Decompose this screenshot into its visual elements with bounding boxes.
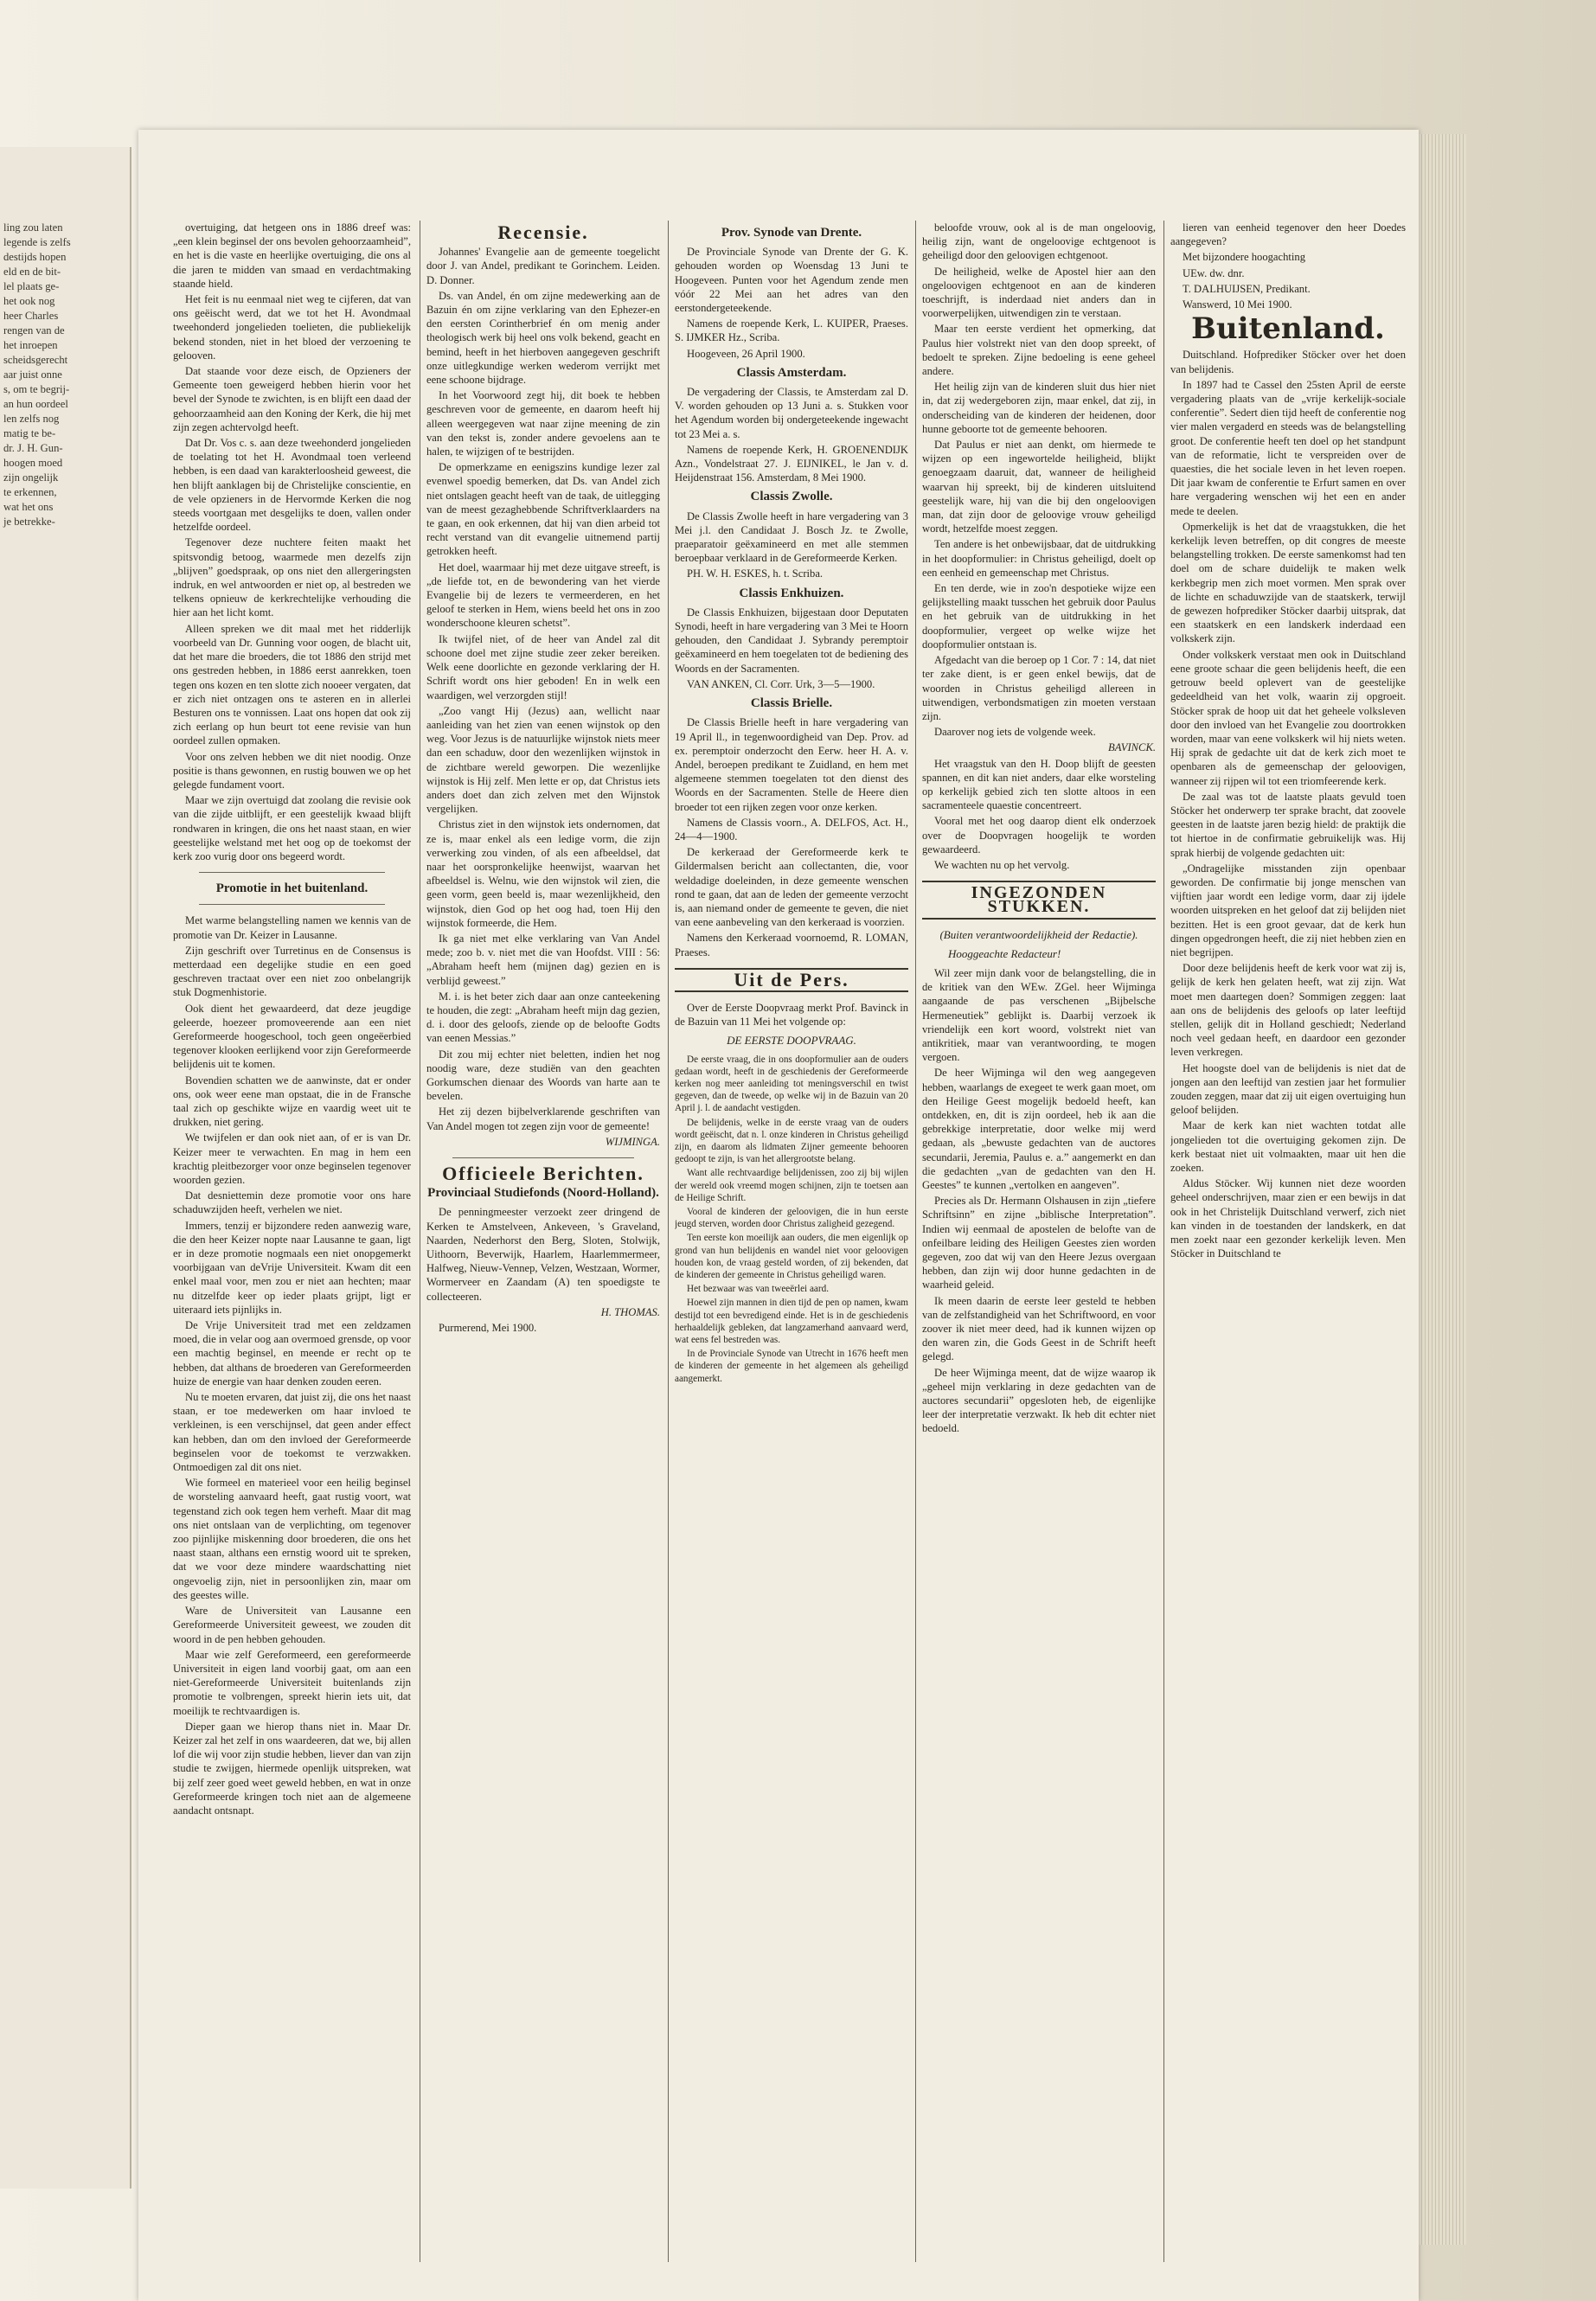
- column-3-body-6: [675, 1001, 908, 1029]
- paragraph: Met bijzondere hoogachting: [1183, 251, 1305, 264]
- paragraph: Hoewel zijn mannen in dien tijd de pen op namen, kwam destijd tot een bevredigend einde. Het is in de geschiedenis herhaaldelijk gebleken, dat langzamerhand aanvaard werd, wat eens fel bestreden was.: [675, 1298, 908, 1346]
- paragraph: Dat staande voor deze eisch, de Opzieners der Gemeente toen geweigerd hebben hierin voor het bevel der Synode te zwichten, is en blijft een daad der gehoorzaamheid aan den Koning der Kerk, die hij met zijn zegen achtervolgd heeft.: [173, 365, 411, 433]
- left-page-text-fragment: eld en de bit-: [3, 266, 61, 278]
- left-page-text-fragment: rengen van de: [3, 324, 65, 336]
- paragraph: VAN ANKEN, Cl. Corr. Urk, 3—5—1900.: [687, 677, 875, 690]
- paragraph: lieren van eenheid tegenover den heer Doedes aangegeven?: [1170, 221, 1406, 248]
- banner-ingezonden: [922, 881, 1156, 919]
- column-3-body: [675, 245, 908, 361]
- paragraph: De Vrije Universiteit trad met een zeldzamen moed, die in velar oog aan overmoed grensde, op voor een machtig beginsel, en meende er recht op te hebben, dat althans de broederen van Gereformeerden huize de energie van haar denken zouden eeren.: [173, 1319, 411, 1388]
- paragraph: Voor ons zelven hebben we dit niet noodig. Onze positie is thans gewonnen, en rustig bouwen we op het gelegde fundament voort.: [173, 750, 411, 791]
- paragraph: Dieper gaan we hierop thans niet in. Maar Dr. Keizer zal het zelf in ons waardeeren, dat we, bij allen lof die wij voor zijn studie hebben, liever dan van zijn studie te zwijgen, hiermede openlijk uitspreken, wat bij zelf zeer goed weet geweld hebben, en wat in onze Gereformeerde kringen toch niet aan de algemeene aandacht ontsnapt.: [173, 1720, 411, 1817]
- column-4-body-2: [922, 757, 1156, 873]
- heading-studiefonds: Provinciaal Studiefonds (Noord-Holland).: [427, 1186, 659, 1201]
- paragraph: Ik ga niet met elke verklaring van Van Andel mede; zoo b. v. niet met die van Hoofdst. VIII : 56: „Abraham heeft hem (mijnen dag) gezien en is verblijd geweest.”: [426, 932, 660, 987]
- heading-officieele-berichten: Officieele Berichten.: [442, 1163, 644, 1184]
- paragraph: De Classis Brielle heeft in hare vergadering van 19 April ll., in tegenwoordigheid van Dep. Prov. ad ex. peremptoir onderzocht den Eerw. heer H. A. v. Andel, beroepen predikant te Zuidland, en hem met algemeene stemmen toegelaten tot den dienst des Woords en der Sacramenten. Stelle de Heere dien broeder tot een rijken zegen voor onze kerken.: [675, 716, 908, 813]
- heading-ingezonden-stukken: INGEZONDEN STUKKEN.: [971, 883, 1107, 917]
- column-3-body-5: [675, 715, 908, 958]
- paragraph: Maar de kerk kan niet wachten totdat alle jongelieden tot die overtuiging gekomen zijn. De kerk bestaat niet uit volmaakten, maar uit hen die zoeken.: [1170, 1119, 1406, 1174]
- subheading-verantwoordelijkheid: (Buiten verantwoordelijkheid der Redactie).: [939, 927, 1138, 941]
- divider: [199, 872, 385, 873]
- paragraph: Namens de roepende Kerk, H. GROENENDIJK Azn., Vondelstraat 27. J. EIJNIKEL, le Jan v. d. Heijdenstraat 156. Amsterdam, 8 Mei 1900.: [675, 443, 908, 484]
- paragraph: Het heilig zijn van de kinderen sluit dus hier niet in, dat zij wedergeboren zijn, maar enkel, dat zij, in onderscheiding van de kinderen der heidenen, door hunne geboorte tot de gemeente behooren.: [922, 381, 1156, 435]
- paragraph: Namens de Classis voorn., A. DELFOS, Act. H., 24—4—1900.: [675, 816, 908, 843]
- left-page-text-fragment: len zelfs nog: [3, 413, 60, 425]
- column-1-body: [173, 221, 411, 863]
- paragraph: Dat Dr. Vos c. s. aan deze tweehonderd jongelieden de toelating tot het H. Avondmaal toen verleend hebben, is een daad van karakterloosheid geweest, die hen blijft aanklagen bij de Christelijke conscientie, en de vele opzieners in de Hervormde Kerken die nog steeds voortgaan met desgelijks te doen, vallen onder hetzelfde oordeel.: [173, 437, 411, 534]
- paragraph: Afgedacht van die beroep op 1 Cor. 7 : 14, dat niet ter zake dient, is er geen enkel bewijs, dat de woorden in Christus geheiligd allereen in uitwendigen, verbondsmatigen zin moeten verstaan zijn.: [922, 654, 1156, 722]
- column-3-body-3: [675, 510, 908, 581]
- left-page-text-fragment: an hun oordeel: [3, 398, 68, 410]
- left-page-text-fragment: het ook nog: [3, 295, 55, 307]
- column-4-body-3: [922, 966, 1156, 1436]
- paragraph: PH. W. H. ESKES, h. t. Scriba.: [687, 567, 824, 580]
- paragraph: Het doel, waarmaar hij met deze uitgave streeft, is „de liefde tot, en de bewondering van het vierde Evangelie bij de lezers te vermeerderen, en het geloof te sterken in Hem, wiens beeld het ons in zoo wonderschoone kleuren schetst”.: [426, 561, 660, 630]
- heading-buitenland: Buitenland.: [1191, 311, 1385, 347]
- left-page-text-fragment: legende is zelfs: [3, 236, 71, 248]
- heading-classis-amsterdam: Classis Amsterdam.: [736, 365, 847, 380]
- paragraph: Precies als Dr. Hermann Olshausen in zijn „tiefere Schriftsinn” en zijne „biblische Interpretation”. Indien wij eenmaal de apostelen de belofte van de onfeilbare leiding des Heiligen Geestes zien worden gegeven, zoo dat wij van den Heere Jezus overgaan hebben, dan zijn wij door hunne gedachten in de waarheid geleid.: [922, 1195, 1156, 1292]
- heading-promotie: Promotie in het buitenland.: [215, 881, 369, 896]
- paragraph: Ik meen daarin de eerste leer gesteld te hebben van de zelfstandigheid van het Schriftwoord, en voor zoover ik niet meer deed, had ik kunnen wijzen op den waren zin, die Gods Geest in de Schrift heeft gelegd.: [922, 1294, 1156, 1363]
- paragraph: Dat Paulus er niet aan denkt, om hiermede te wijzen op een ingewortelde heiligheid, blijkt genoegzaam daaruit, dat, wanneer de heiligheid waarvan hij spreekt, bij de kinderen uitsluitend geestelijk ware, hij van die bij den ongeloovigen man, dat zijn door de geloovige vrouw geheiligd wordt, hetzelfde moest zeggen.: [922, 439, 1156, 535]
- left-page-text-fragment: matig te be-: [3, 427, 56, 439]
- paragraph: Aldus Stöcker. Wij kunnen niet deze woorden geheel onderschrijven, maar zien er een bewijs in dat ook in het Christelijk Duitschland verwerf, zich niet kan vinden in de toestanden der landskerk, en dat men zoekt naar een gezonder kerkelijk leven. Men Stöcker in Duitschland te: [1170, 1177, 1406, 1260]
- paragraph: Onder volkskerk verstaat men ook in Duitschland eene groote schaar die geen belijdenis heeft, die een getrouw beeld oplevert van de geestelijke gedeeldheid van het volk, waarin zij opgroeit. Stöcker sprak de hoop uit dat het geheele volksleven door den invloed van het Evangelie zou doortrokken worden, maar van eene volkskerk wil hij niets weten. Hij sprak de gedachte uit dat de kerk zich moet te openbaren als de gemeenschap der geloovigen, wanneer zij rijpen wil tot een triomfeerende kerk.: [1170, 648, 1406, 787]
- paragraph: We twijfelen er dan ook niet aan, of er is van Dr. Keizer meer te verwachten. En mag in hem een krachtig pleitbezorger voor onze beginselen tegenover woorden gezien.: [173, 1131, 411, 1186]
- paragraph: Johannes' Evangelie aan de gemeente toegelicht door J. van Andel, predikant te Gorinchem. Leiden. D. Donner.: [426, 246, 660, 286]
- paragraph: Namens den Kerkeraad voornoemd, R. LOMAN, Praeses.: [675, 932, 908, 958]
- paragraph: Dat desniettemin deze promotie voor ons hare schaduwzijden heeft, verhelen we niet.: [173, 1189, 411, 1216]
- column-5: [1170, 221, 1406, 2262]
- paragraph: Het vraagstuk van den H. Doop blijft de geesten spannen, en dit kan niet anders, daar elke worsteling op kerkelijk gebied zich ten slotte altoos in een sacramenteele quaestie concentreert.: [922, 757, 1156, 812]
- paragraph: Wie formeel en materieel voor een heilig beginsel de worsteling aanvaard heeft, gaat rustig voort, wat tegenstand zich ook tegen hem verheft. Maar dit mag ons niet ontslaan van de verplichting, om tegenover zoo pijnlijke miskenning door broederen, die ons het naast staan, althans een ernstig woord uit te spreken, dat we voor deze mindere waardschatting niet ongevoelig zijn, niet in persoonlijken zin, maar om des geestes wille.: [173, 1477, 411, 1601]
- paragraph: Immers, tenzij er bijzondere reden aanwezig ware, die den heer Keizer nopte naar Lausanne te gaan, ligt er in deze promotie nogmaals een niet onopgemerkt voorbijgaan van deVrije Universiteit. Kwam dit een enkel maal voor, men zou er niet aan hechten; maar nu ditzelfde keer op ieder plaats grijpt, ligt er uiteraard iets pijnlijks in.: [173, 1219, 411, 1316]
- column-2: [426, 221, 660, 2262]
- paragraph: Over de Eerste Doopvraag merkt Prof. Bavinck in de Bazuin van 11 Mei het volgende op:: [675, 1001, 908, 1029]
- column-4-body: [922, 221, 1156, 739]
- paragraph: Christus ziet in den wijnstok iets ondernomen, dat ze is, maar enkel als een ledige vorm, die zijn verwerking zou vinden, of als een afbeeldsel, dat naar het oorspronkelijke heenwijst, waarvan het afbeeldsel is. Welnu, wie den wijnstok wil zien, die geen vorm, geen beeld is, maar wezenlijkheid, den wijnstok, dien God op het oog had, toen Hij den wijnstok formeerde, die Hem.: [426, 818, 660, 929]
- paragraph: Tegenover deze nuchtere feiten maakt het spitsvondig betoog, waarmede men dezelfs zijn „blijven” goedspraak, op ons niet den allergeringsten indruk, en wel antwoorden er niet op, al bestreden we telkens opnieuw de kerkrechtelijke verhouding die hier aan het licht komt.: [173, 536, 411, 619]
- column-4: [922, 221, 1156, 2262]
- paragraph: De kerkeraad der Gereformeerde kerk te Gildermalsen bericht aan collectanten, die, voor weldadige doeleinden, in deze gemeente wenschen rond te gaan, dat aan de leden der gemeente verzocht is, aan niemand onder de gemeente te geven, die niet van eene aanbeveling van den kerkeraad is voorzien.: [675, 846, 908, 929]
- paragraph: beloofde vrouw, ook al is de man ongeloovig, heilig zijn, want de ongeloovige echtgenoot is geheiligd door den geloovigen echtgenoot.: [922, 221, 1156, 262]
- paragraph: De eerste vraag, die in ons doopformulier aan de ouders gedaan wordt, heeft in de geschiedenis der Gereformeerde kerken nog meer aanleiding tot meningsverschil en twist gegeven, dan de tweede, op welke wij in de Bazuin van 20 April j. l. de aandacht vestigden.: [675, 1054, 908, 1114]
- left-page-text-fragment: lel plaats ge-: [3, 280, 60, 292]
- paragraph: Door deze belijdenis heeft de kerk voor wat zij is, gelijk de kerk hen gelaten heeft, wat zij zijn. Wat moet men daartegen doen? Sommigen zeggen: laat aan ons de belijdenis des geloofs op later leeftijd stellen, gelijk dit in Holland geschiedt; Nederland noch veel gedaan heeft, en daardoor een gezonder leven verkregen.: [1170, 962, 1406, 1059]
- paragraph: Want alle rechtvaardige belijdenissen, zoo zij bij wijlen der wereld ook vreemd mogen schijnen, zijn te toetsen aan de Heilige Schrift.: [675, 1168, 908, 1203]
- paragraph: Het zij dezen bijbelverklarende geschriften van Van Andel mogen tot zegen zijn voor de gemeente!: [426, 1106, 660, 1132]
- divider: [452, 1157, 634, 1158]
- heading-eerste-doopvraag: DE EERSTE DOOPVRAAG.: [727, 1034, 856, 1048]
- paragraph: Ten eerste kon moeilijk aan ouders, die men eigenlijk op grond van hun belijdenis en wandel niet voor geloovigen houden kon, de vraag gesteld worden, of zij bekenden, dat de kinderen der gemeente in Christus geheiligd waren.: [675, 1233, 908, 1281]
- paragraph: In 1897 had te Cassel den 25sten April de eerste vergadering plaats van de „vrije kerkelijk-sociale conferentie”. Sedert dien tijd heeft de conferentie nog vier malen vergaderd en steeds was de belangstelling groot. De conferentie heeft ten doel op het standpunt van de reformatie, licht te verspreiden over de quaesties, die het sociale leven in het leven roepen. Dit jaar kwam de conferentie te Erfurt samen en over hare vergadering wenschen wij het een en ander mede te deelen.: [1170, 378, 1406, 517]
- heading-classis-brielle: Classis Brielle.: [750, 696, 833, 711]
- column-rule: [915, 221, 916, 2262]
- paragraph: Maar we zijn overtuigd dat zoolang die revisie ook van die zijde uitblijft, er een geestelijk kwaad blijft rondwaren in kringen, die ons het naast staan, en wier geestelijke welstand met het oog op de toekomst der kerk zoo vurig door ons begeerd wordt.: [173, 794, 411, 862]
- paragraph: Het hoogste doel van de belijdenis is niet dat de jongen aan den leeftijd van zestien jaar het formulier zouden zeggen, maar dat zij uit eigen overtuiging hun geloof belijden.: [1170, 1061, 1406, 1117]
- paragraph: De Provinciale Synode van Drente der G. K. gehouden worden op Woensdag 13 Juni te Hoogeveen. Punten voor het Agendum zende men vóór 22 Mei aan het adres van den eerstondergeteekende.: [675, 246, 908, 315]
- paragraph: Het feit is nu eenmaal niet weg te cijferen, dat van ons geëischt werd, dat we tot het H. Avondmaal tweehonderd jongelieden toelieten, die publiekelijk bekend stonden, niet in het bloed der verzoening te gelooven.: [173, 293, 411, 362]
- paragraph: Daarover nog iets de volgende week.: [934, 726, 1096, 739]
- paragraph: UEw. dw. dnr.: [1183, 266, 1245, 279]
- paragraph: Ook dient het gewaardeerd, dat deze jeugdige geleerde, hoezeer promoveerende aan een niet Gereformeerde hoogeschool, toch geen ongeëerbied tegenover klooken eerlijkend voor zijn Gereformeerde belijdenis uit te komen.: [173, 1002, 411, 1071]
- left-page-text-fragment: hoogen moed: [3, 457, 63, 469]
- place-date: Wanswerd, 10 Mei 1900.: [1183, 298, 1292, 311]
- paragraph: Namens de roepende Kerk, L. KUIPER, Praeses. S. IJMKER Hz., Scriba.: [675, 317, 908, 344]
- column-2-body: [426, 245, 660, 1133]
- paragraph: De vergadering der Classis, te Amsterdam zal D. V. worden gehouden op 13 Juni a. s. Stukken voor het Agendum worden bij ondergeteekende ingewacht tot 23 Mei a. s.: [675, 386, 908, 440]
- banner-uit-de-pers: [675, 968, 908, 992]
- paragraph: In het Voorwoord zegt hij, dit boek te hebben geschreven voor de gemeente, en daarom heeft hij alleen weergegeven wat naar zijne meening de zin van den tekst is, zonder andere gevoelens aan te halen, te wijzigen of te bestrijden.: [426, 389, 660, 458]
- heading-recensie: Recensie.: [497, 221, 589, 243]
- signature-bavinck: BAVINCK.: [1108, 741, 1156, 754]
- column-1: [173, 221, 411, 2262]
- paragraph: Het bezwaar was van tweeërlei aard.: [687, 1284, 829, 1295]
- heading-classis-enkhuizen: Classis Enkhuizen.: [739, 586, 844, 600]
- column-3-body-2: [675, 385, 908, 484]
- left-page-text-fragment: het inroepen: [3, 339, 58, 351]
- left-page-text-fragment: je betrekke-: [3, 516, 55, 528]
- heading-uit-de-pers: Uit de Pers.: [734, 968, 849, 990]
- column-3-body-4: [675, 606, 908, 691]
- paragraph: Bovendien schatten we de aanwinste, dat er onder ons, ook weer eene man opstaat, die in de Fransche taal zich op geschikte wijze en vaardig weet uit te drukken, niet gering.: [173, 1074, 411, 1129]
- left-page-fragment: [0, 147, 131, 2189]
- left-page-text-fragment: te erkennen,: [3, 486, 57, 498]
- paragraph: En ten derde, wie in zoo'n despotieke wijze een gelijkstelling maakt tusschen het gebruik door Paulus en het gebruik van de uitdrukking in het doopformulier, vergeet op welke wijze het doopformulier ontstaan is.: [922, 582, 1156, 651]
- place-date: Purmerend, Mei 1900.: [439, 1322, 537, 1335]
- paragraph: M. i. is het beter zich daar aan onze canteekening te houden, die zegt: „Abraham heeft mijn dag gezien, d. i. door des geloofs, ziende op de beloofte Godts van eenen Messias.”: [426, 990, 660, 1045]
- paragraph: Maar ten eerste verdient het opmerking, dat Paulus hier volstrekt niet van den doop spreekt, of bedoelt te spreken. Zijne bedoeling is eene geheel andere.: [922, 323, 1156, 378]
- left-page-text-fragment: destijds hopen: [3, 251, 67, 263]
- paragraph: Duitschland. Hofprediker Stöcker over het doen van belijdenis.: [1170, 349, 1406, 375]
- left-page-text-fragment: aar juist onne: [3, 369, 62, 381]
- paragraph: De zaal was tot de laatste plaats gevuld toen Stöcker het onderwerp ter sprake bracht, dat zoovele geesten in de laatste jaren bezig hield: de praktijk die tot hiertoe in de confirmatie gebruikelijk was. Hij sprak hierbij de volgende gedachten uit:: [1170, 790, 1406, 859]
- paragraph: Met warme belangstelling namen we kennis van de promotie van Dr. Keizer in Lausanne.: [173, 914, 411, 941]
- signature-wijminga: WIJMINGA.: [605, 1135, 660, 1148]
- left-page-text-fragment: wat het ons: [3, 501, 54, 513]
- paragraph: Hoogeveen, 26 April 1900.: [687, 347, 805, 360]
- paragraph: Vooral de kinderen der geloovigen, die in hun eerste jeugd sterven, worden door Christus zaligheid gezegend.: [675, 1207, 908, 1230]
- paragraph: Alleen spreken we dit maal met het ridderlijk voorbeeld van Dr. Gunning voor oogen, de blacht uit, dat het mare die broeders, die tot 1886 den strijd met ons gestreden hebben, in 1886 eerst aanrekken, toen tegen ons kozen en ten slotte zich nooeer vergaten, dat er zich niet ontzagen ons te asteren en in allerlei Besturen ons te vonnissen. Laat ons hopen dat ook zij zich eerlang op hun beurt tot eene revisie van hun oordeel zullen opmaken.: [173, 622, 411, 747]
- column-3: [675, 221, 908, 2262]
- paragraph: De penningmeester verzoekt zeer dringend de Kerken te Amstelveen, Ankeveen, 's Graveland, Naarden, Nederhorst den Berg, Sloten, Stolwijk, Uithoorn, Beverwijk, Haarlem, Haarlemmermeer, Halfweg, Nieuw-Vennep, Velzen, Westzaan, Wormer, Wormerveer en Zaandam (A) ten spoedigste te collecteeren.: [426, 1206, 660, 1303]
- left-page-text-fragment: ling zou laten: [3, 221, 63, 234]
- heading-classis-zwolle: Classis Zwolle.: [750, 490, 833, 504]
- paragraph: Ten andere is het onbewijsbaar, dat de uitdrukking in het doopformulier: in Christus geheiligd, doelt op een eenheid en gemeenschap met Christus.: [922, 538, 1156, 579]
- left-page-text-fragment: zijn ongelijk: [3, 471, 59, 484]
- paragraph: T. DALHUIJSEN, Predikant.: [1183, 282, 1311, 295]
- paragraph: „Zoo vangt Hij (Jezus) aan, wellicht naar aanleiding van het zien van eenen wijnstok op den weg. Voor Jezus is de natuurlijke wijnstok niets meer dan een schaduw, door den wezenlijken wijnstok in de zichtbare wereld geworpen. Die wezenlijke wijnstok is Hij zelf. Men lette er op, dat Christus iets anders doet dan zich zelven met den Wijnstok vergelijken.: [426, 704, 660, 816]
- signature-thomas: H. THOMAS.: [600, 1305, 660, 1318]
- column-1-body-2: [173, 913, 411, 1817]
- paragraph: Wil zeer mijn dank voor de belangstelling, die in de kritiek van den WEw. ZGel. heer Wijminga aangaande de pas verschenen „Bijbelsche Hermeneutiek” geblijkt is. Daarbij verzoek ik vriendelijk een kort woord, volstrekt niet van antikritiek, maar van verantwoording, te mogen vergoen.: [922, 966, 1156, 1064]
- paragraph: In de Provinciale Synode van Utrecht in 1676 heeft men de kinderen der gemeente in het algemeen als geheiligd aangemerkt.: [675, 1349, 908, 1384]
- paragraph: Vooral met het oog daarop dient elk onderzoek over de Doopvragen hoogelijk te worden gewaardeerd.: [922, 815, 1156, 856]
- paragraph: Nu te moeten ervaren, dat juist zij, die ons het naast staan, er toe medewerken om haar invloed te verkleinen, is een verschijnsel, dat geen ander effect kan hebben, dan om den invloed der Gereformeerde beginselen voor de toekomst te verzwakken. Ontmoedigen zal dit ons niet.: [173, 1391, 411, 1474]
- column-rule: [668, 221, 669, 2262]
- paragraph: Dit zou mij echter niet beletten, indien het nog noodig ware, deze studiën van den geachten Gorkumschen dienaar des Woords van harte aan te bevelen.: [426, 1048, 660, 1103]
- column-rule: [1163, 221, 1164, 2262]
- heading-synode-drente: Prov. Synode van Drente.: [721, 226, 862, 240]
- paragraph: „Ondragelijke misstanden zijn openbaar geworden. De confirmatie bij jonge menschen van vijftien jaar wordt een ledige vorm, daar zij ijdele woorden uitspreken en het geloof dat zij belijden niet bezitten. Het is een groot gevaar, dat de kerk hun dingen opgedrongen heeft, die zij niet hebben zien en niet begrijpen.: [1170, 862, 1406, 958]
- paragraph: De belijdenis, welke in de eerste vraag van de ouders wordt geëischt, dat n. l. onze kinderen in Christus geheiligd zijn, en daarom als lidmaten Zijner gemeente behooren gedoopt te zijn, is van het allergrootste belang.: [675, 1117, 908, 1165]
- left-page-text-fragment: heer Charles: [3, 310, 59, 322]
- divider: [199, 904, 385, 905]
- left-page-text-fragment: scheidsgerecht: [3, 354, 68, 366]
- column-2-body-2: [426, 1205, 660, 1303]
- paragraph: Ware de Universiteit van Lausanne een Gereformeerde Universiteit geweest, we zouden dit woord in de pen hebben gehouden.: [173, 1605, 411, 1645]
- paragraph: De opmerkzame en eenigszins kundige lezer zal evenwel spoedig bemerken, dat Ds. van Andel zich niet ontslagen geacht heeft van de taak, de uitlegging van de meest gezaghebbende Schriftverklaarders na te gaan, en ook erkennen, dat hij van dien arbeid tot recht verstand van dit evangelie uitnemend partij getrokken heeft.: [426, 461, 660, 558]
- paragraph: Zijn geschrift over Turretinus en de Consensus is metterdaad een degelijke studie en een goed geschreven tractaat over een niet zoo onbelangrijk stuk Dogmenhistorie.: [173, 944, 411, 999]
- paragraph: We wachten nu op het vervolg.: [934, 858, 1070, 871]
- column-5-body: [1170, 221, 1406, 296]
- paragraph: De heer Wijminga meent, dat de wijze waarop ik „geheel mijn verklaring in deze gedachten van de auctores secundarii” opgesloten heb, de eigenlijke leer der interpretatie verzwakt. Ik heb dit echter niet bedoeld.: [922, 1366, 1156, 1435]
- paragraph: De Classis Enkhuizen, bijgestaan door Deputaten Synodi, heeft in hare vergadering van 3 Mei te Hoorn gehouden, den Candidaat J. Sybrandy peremptoir geëxamineerd en hem toegelaten tot de bediening des Woords en der Sacramenten.: [675, 606, 908, 675]
- column-5-body-2: [1170, 348, 1406, 1260]
- paragraph: De heiligheid, welke de Apostel hier aan den ongeloovigen echtgenoot en aan de kinderen toeschrijft, is inderdaad niet anders dan in voorwerpelijken, uitwendigen zin te verstaan.: [922, 265, 1156, 320]
- paragraph: Ds. van Andel, én om zijne medewerking aan de Bazuin én om zijne verklaring van den Ephezer-en den eersten Corintherbrief én om menig ander theologisch werk bij heel ons volk bekend, geacht en bemind, heeft in het hierboven aangegeven geschrift onze uitlegkundige werken wederom verrijkt met eene schoone bijdrage.: [426, 289, 660, 387]
- column-3-small-text: [675, 1054, 908, 1385]
- paragraph: overtuiging, dat hetgeen ons in 1886 dreef was: „een klein beginsel der ons bevolen gehoorzaamheid”, en het is die vaste en heerlijke overtuiging, die ons al die jaren te midden van smaad en verdachtmaking staande hield.: [173, 221, 411, 290]
- page-stack-edge: [1419, 134, 1466, 2245]
- paragraph: De Classis Zwolle heeft in hare vergadering van 3 Mei j.l. den Candidaat J. Bosch Jz. te Zwolle, praeparatoir geëxamineerd en met alle stemmen beroepbaar verklaard in de Gereformeerde Kerken.: [675, 510, 908, 565]
- paragraph: Ik twijfel niet, of de heer van Andel zal dit schoone doel met zijne studie zeer zeker bereiken. Welk eene doorlichte en gezonde verklaring der H. Schrift wordt ons hier geboden! En in welk een waardigen, wel verzorgden stijl!: [426, 632, 660, 702]
- left-page-text-fragment: dr. J. H. Gun-: [3, 442, 63, 454]
- paragraph: Opmerkelijk is het dat de vraagstukken, die het kerkelijk leven betreffen, op dit congres de meeste belangstelling trokken. De eerste samenkomst had ten doel om de schare duidelijk te maken welk kerkbegrip men zich moet vormen. Men sprak over de lichte en schaduwzijde van de staatskerk, terwijl de gewezen hofprediker Stöcker daarbij uitsprak, dat een staatskerk en een landskerk inderdaad een volkskerk zijn.: [1170, 520, 1406, 645]
- salutation: Hooggeachte Redacteur!: [948, 946, 1061, 960]
- paragraph: De heer Wijminga wil den weg aangegeven hebben, waarlangs de exegeet te werk gaan moet, om den Heilige Geest mogelijk bedoeld heeft, kan ontdekken, en, dit is zijn oordeel, heb ik aan die gebrekkige interpretatie, door welke mij werd gedaan, als „bewuste gedachten van de auctores secundarii, Jeremia, Paulus e. a.” aangemerkt en dan die gedachten „van de gedachten van den H. Geestes” te kunnen „vertolken en aangeven”.: [922, 1067, 1156, 1191]
- left-page-text-fragment: s, om te begrij-: [3, 383, 70, 395]
- paragraph: Maar wie zelf Gereformeerd, een gereformeerde Universiteit in eigen land voorbij gaat, om aan een niet-Gereformeerde Universiteit buitenlands zijn promotie te volbrengen, spreekt hierin iets uit, dat moeilijk te rechtvaardigen is.: [173, 1648, 411, 1717]
